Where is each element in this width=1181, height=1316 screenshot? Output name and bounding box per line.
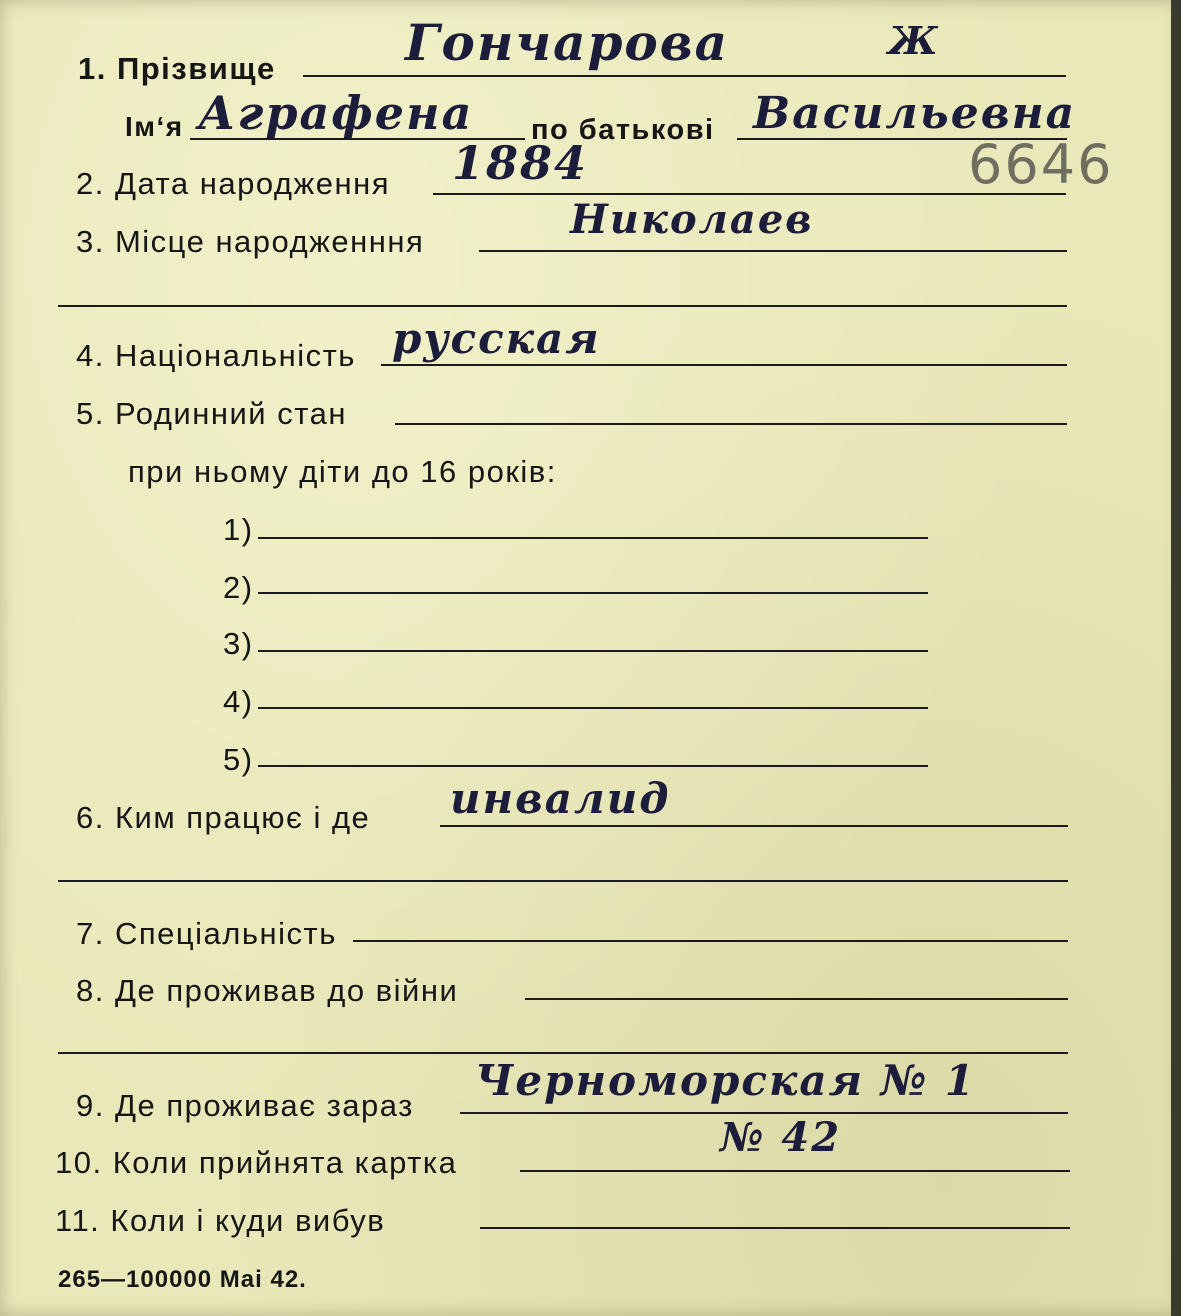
line-marital-status (395, 423, 1067, 425)
label-marital-status: 5. Родинний стан (76, 396, 347, 431)
label-child-1: 1) (223, 512, 254, 547)
entry-surname: Гончарова (405, 13, 730, 72)
entry-birthplace: Николаев (570, 196, 814, 243)
line-child-4 (258, 707, 928, 709)
print-run-footer: 265—100000 Mai 42. (58, 1266, 307, 1293)
line-occupation (440, 825, 1068, 827)
label-current-residence: 9. Де проживає зараз (76, 1088, 414, 1123)
line-child-1 (258, 537, 928, 539)
line-card-accepted (520, 1170, 1070, 1172)
label-prewar-residence: 8. Де проживав до війни (76, 973, 459, 1008)
label-occupation: 6. Ким працює і де (76, 800, 371, 835)
line-prewar-residence (525, 998, 1068, 1000)
line-extra-2 (58, 880, 1068, 882)
line-child-2 (258, 592, 928, 594)
label-card-accepted: 10. Коли прийнята картка (55, 1145, 458, 1180)
entry-sex-mark: Ж (888, 18, 940, 63)
label-child-5: 5) (223, 742, 254, 777)
entry-card-number: 6646 (968, 133, 1114, 196)
entry-address-number: № 42 (720, 1114, 842, 1161)
entry-birth-year: 1884 (452, 136, 589, 190)
label-child-2: 2) (223, 570, 254, 605)
line-child-3 (258, 650, 928, 652)
line-nationality (381, 364, 1067, 366)
label-birthplace: 3. Місце народженння (76, 224, 425, 259)
label-nationality: 4. Національність (76, 338, 356, 373)
label-departed: 11. Коли і куди вибув (55, 1203, 386, 1238)
label-child-4: 4) (223, 684, 254, 719)
label-birth-date: 2. Дата народження (76, 166, 390, 201)
entry-first-name: Аграфена (198, 86, 474, 140)
label-child-3: 3) (223, 626, 254, 661)
line-departed (480, 1227, 1070, 1229)
line-specialty (353, 940, 1068, 942)
line-extra-3 (58, 1052, 1068, 1054)
label-patronymic: по батькові (531, 114, 715, 146)
entry-patronymic: Васильевна (753, 88, 1077, 139)
label-specialty: 7. Спеціальність (76, 916, 337, 951)
line-child-5 (258, 765, 928, 767)
label-surname: 1. Прізвище (78, 51, 276, 86)
label-first-name: Ім‘я (125, 111, 184, 142)
entry-occupation: инвалид (450, 774, 671, 823)
line-extra-1 (58, 305, 1067, 307)
entry-address: Черноморская № 1 (475, 1056, 977, 1105)
line-surname (303, 75, 1066, 77)
line-birthplace (479, 250, 1067, 252)
label-children-header: при ньому діти до 16 років: (128, 454, 557, 489)
entry-nationality: русская (392, 314, 601, 363)
card-edge (1171, 0, 1181, 1316)
